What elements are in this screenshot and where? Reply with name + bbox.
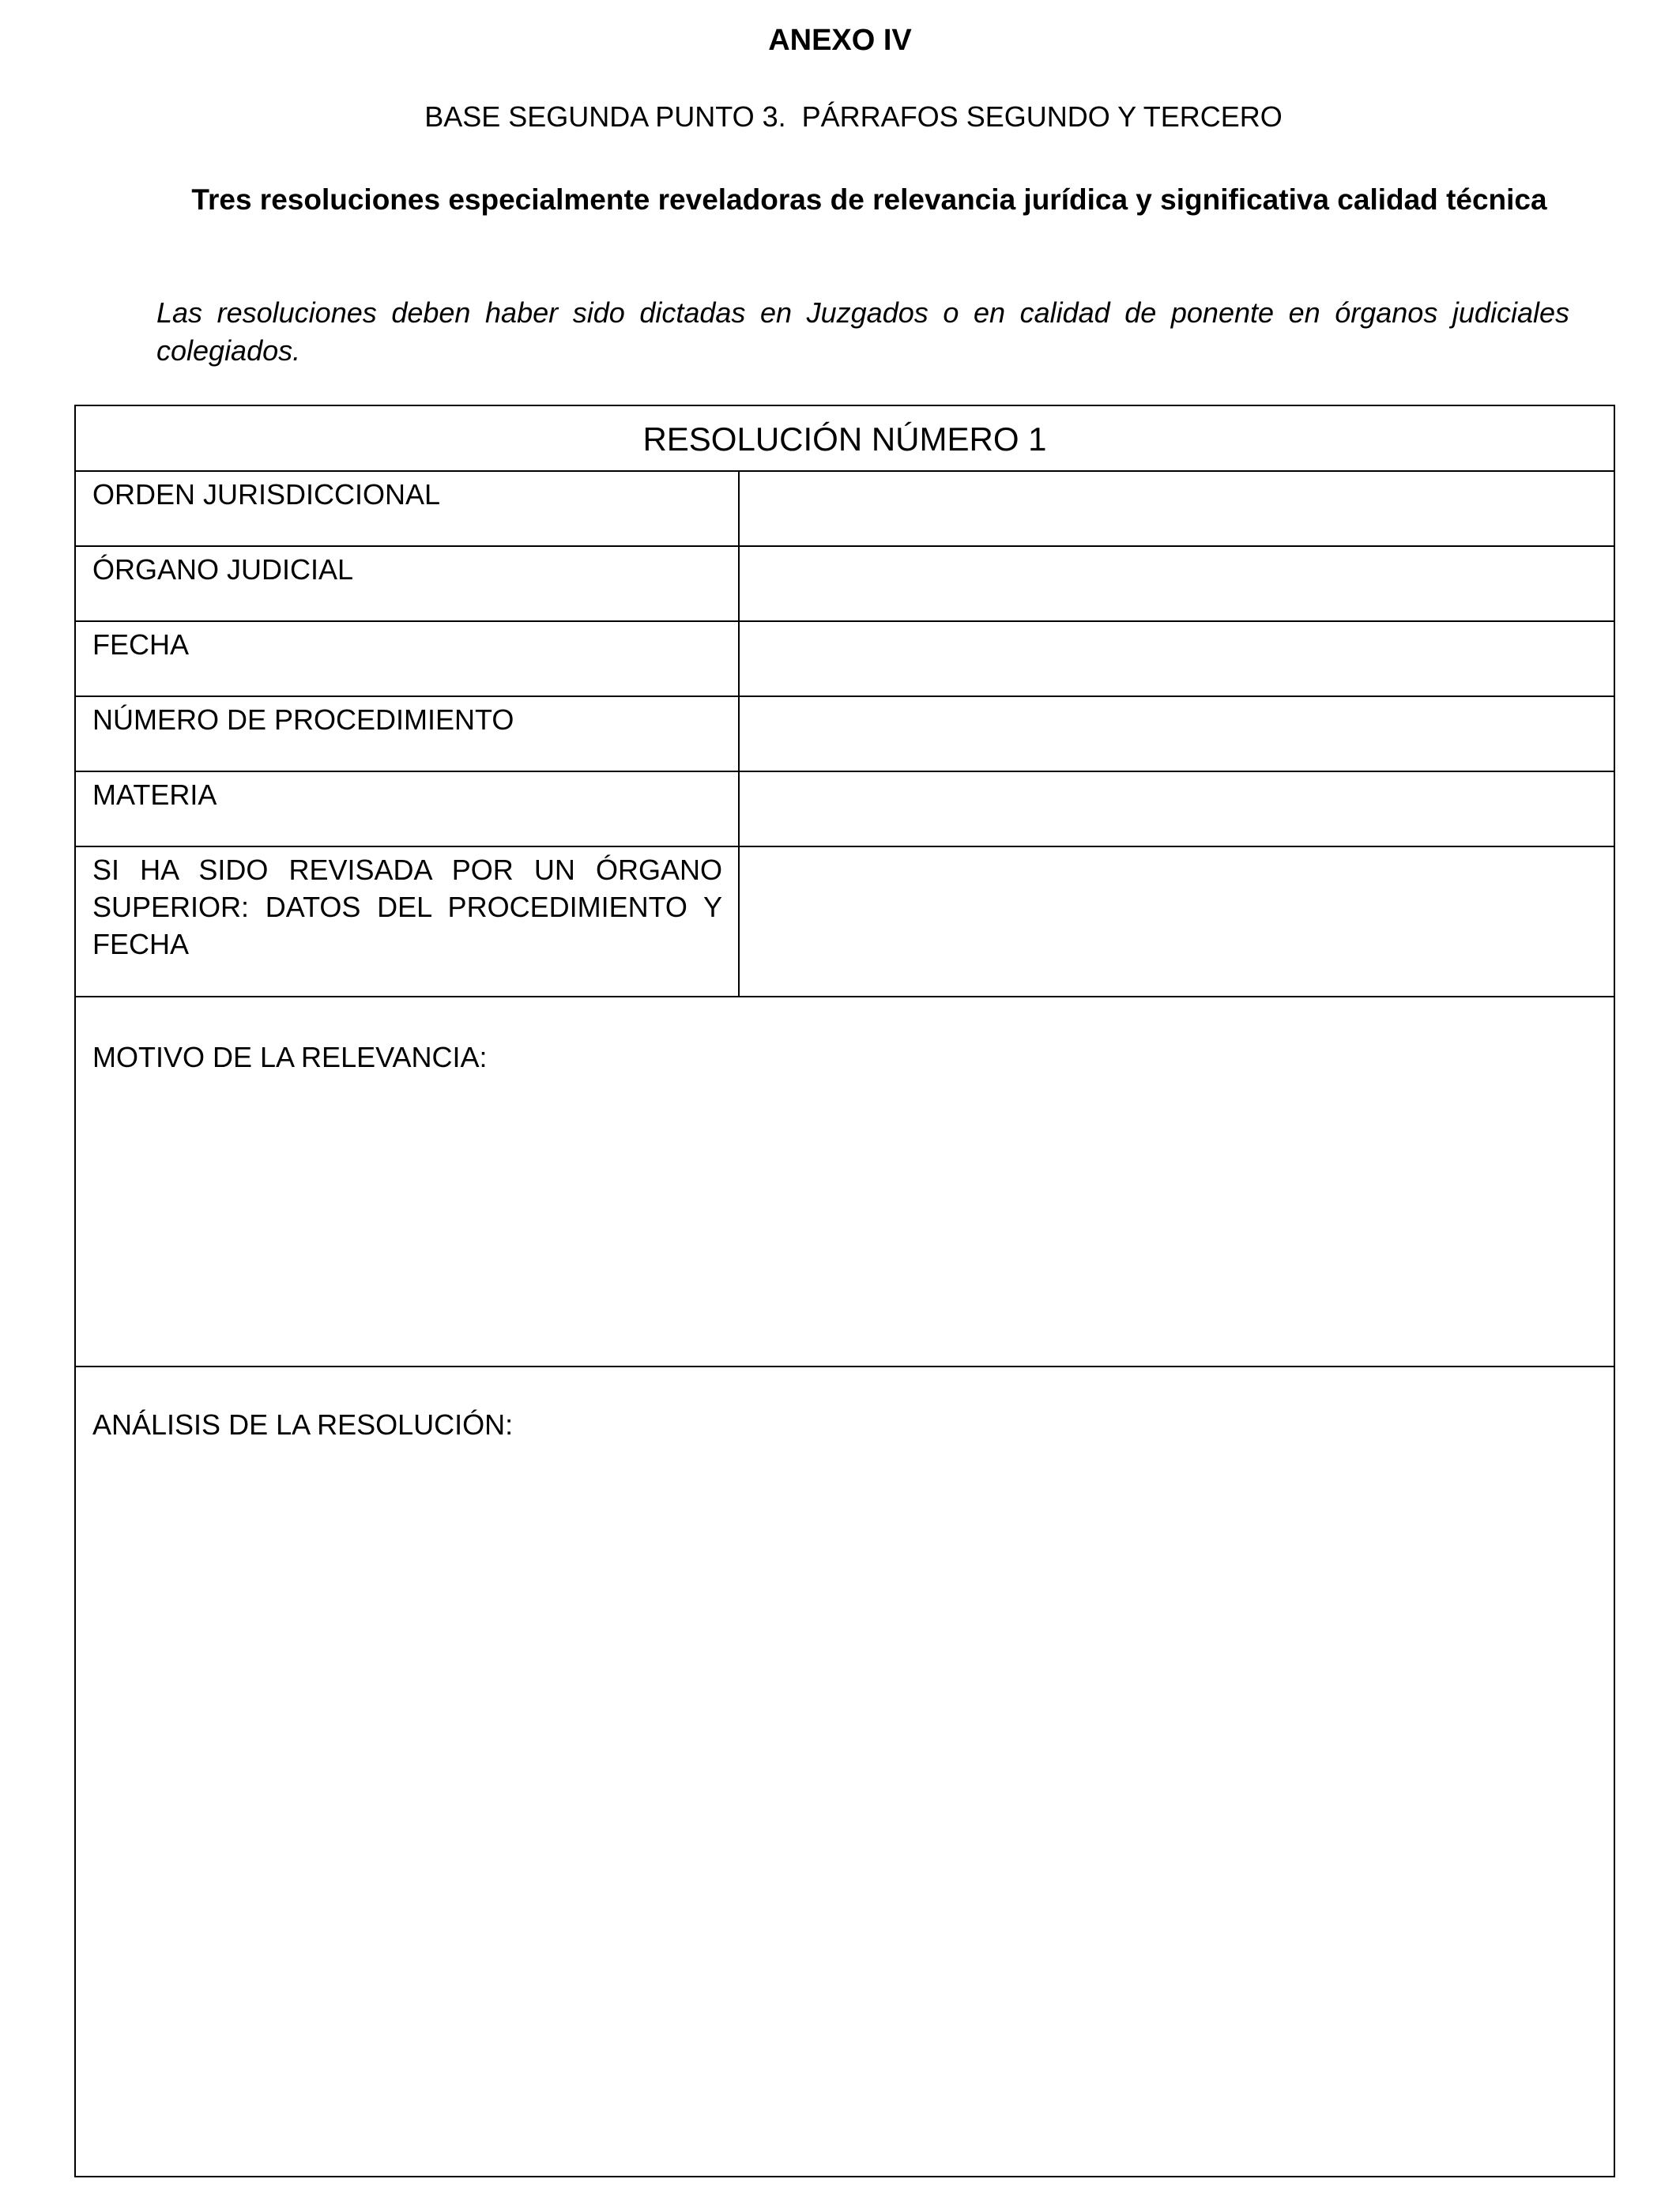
- document-subtitle: Tres resoluciones especialmente reveladoras de relevancia jurídica y significativa calidad técnica: [191, 183, 1547, 216]
- revision-label: SI HA SIDO REVISADA POR UN ÓRGANO SUPERIOR: DATOS DEL PROCEDIMIENTO Y FECHA: [76, 847, 740, 996]
- motivo-label: MOTIVO DE LA RELEVANCIA:: [92, 1041, 488, 1073]
- orden-jurisdiccional-label: ORDEN JURISDICCIONAL: [76, 472, 740, 545]
- form-row-orden-jurisdiccional: [76, 472, 1614, 547]
- form-row-revision: [76, 847, 1614, 997]
- revision-field[interactable]: [740, 847, 1614, 996]
- analisis-section[interactable]: [76, 1367, 1614, 2176]
- materia-field[interactable]: [740, 772, 1614, 846]
- base-reference: BASE SEGUNDA PUNTO 3. PÁRRAFOS SEGUNDO Y TERCERO: [424, 100, 1283, 133]
- instruction-note: Las resoluciones deben haber sido dictadas en Juzgados o en calidad de ponente en órganos judiciales colegiados.: [156, 296, 1569, 367]
- form-row-organo-judicial: [76, 547, 1614, 622]
- resolution-form: [74, 405, 1615, 2177]
- organo-judicial-field[interactable]: [740, 547, 1614, 620]
- form-header: RESOLUCIÓN NÚMERO 1: [76, 406, 1614, 472]
- form-row-fecha: [76, 622, 1614, 697]
- annex-title: ANEXO IV: [768, 24, 912, 57]
- fecha-label: FECHA: [76, 622, 740, 696]
- numero-procedimiento-field[interactable]: [740, 697, 1614, 771]
- numero-procedimiento-label: NÚMERO DE PROCEDIMIENTO: [76, 697, 740, 771]
- motivo-section[interactable]: [76, 997, 1614, 1367]
- fecha-field[interactable]: [740, 622, 1614, 696]
- orden-jurisdiccional-field[interactable]: [740, 472, 1614, 545]
- form-row-materia: [76, 772, 1614, 847]
- analisis-label: ANÁLISIS DE LA RESOLUCIÓN:: [92, 1408, 514, 1441]
- materia-label: MATERIA: [76, 772, 740, 846]
- form-row-numero-procedimiento: [76, 697, 1614, 772]
- organo-judicial-label: ÓRGANO JUDICIAL: [76, 547, 740, 620]
